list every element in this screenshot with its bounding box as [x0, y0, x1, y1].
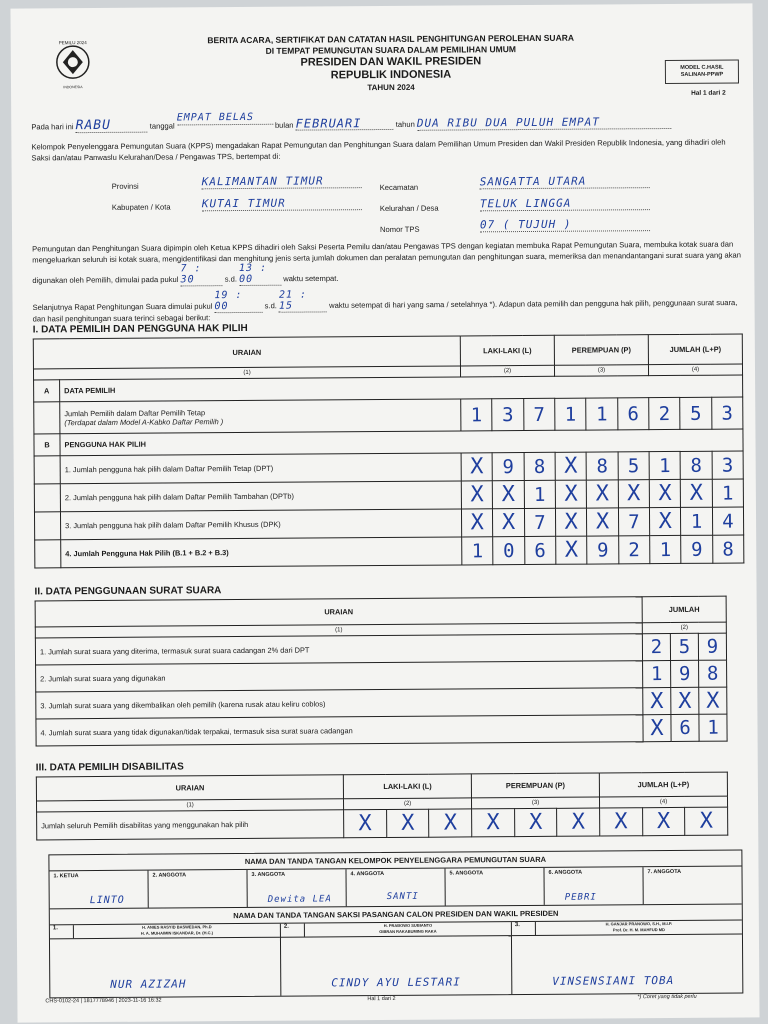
- digit-cell: X: [699, 687, 727, 714]
- table-surat-suara: [35, 596, 728, 747]
- col-num-2: (2): [642, 622, 726, 634]
- model-line-1: MODEL C.HASIL: [680, 64, 724, 71]
- digit-cell: 4: [712, 507, 744, 535]
- kpps-sign-cell: [346, 869, 445, 907]
- emblem-sub: INDONESIA: [63, 85, 83, 90]
- kpps-signature: Dewita LEA: [267, 894, 332, 905]
- digit-cell: 3: [492, 399, 524, 431]
- col-perempuan: PEREMPUAN (P): [554, 335, 648, 366]
- value-mulai-penghitungan: 19 : 00: [214, 291, 262, 313]
- digit-cell: 3: [711, 397, 743, 429]
- digit-cell: 3: [712, 451, 744, 479]
- digit-cell: 9: [698, 633, 726, 660]
- col-uraian: URAIAN: [33, 336, 460, 369]
- empty-cell: [34, 512, 60, 540]
- col-laki-laki: LAKI-LAKI (L): [343, 774, 471, 799]
- digit-cell: X: [386, 809, 429, 837]
- digit-cell: X: [685, 807, 728, 835]
- digit-cell: 6: [524, 536, 556, 564]
- saksi-candidate: [305, 922, 511, 936]
- kpps-role: 6. ANGGOTA: [548, 869, 583, 876]
- footer-note: *) Coret yang tidak perlu: [637, 993, 697, 1001]
- digit-cell: X: [493, 481, 525, 509]
- digit-cell: X: [557, 808, 600, 836]
- empty-cell: [34, 402, 60, 434]
- col-num-1: (1): [37, 799, 344, 812]
- digit-cell: X: [461, 453, 493, 481]
- saksi-num: 2.: [281, 924, 305, 937]
- digit-cell: 9: [671, 660, 699, 687]
- paragraph-penghitungan: [32, 287, 744, 324]
- saksi-header-1: [50, 924, 280, 940]
- table-row: [34, 397, 743, 434]
- value-tanggal: EMPAT BELAS: [177, 113, 273, 125]
- saksi-name-3: VINSENSIANI TOBA: [552, 973, 675, 988]
- candidate-2-a: H. PRABOWO SUBIANTO: [383, 922, 433, 929]
- section-a-title: DATA PEMILIH: [60, 375, 743, 402]
- section-a-code: A: [34, 380, 60, 402]
- row-ii4-label: 4. Jumlah surat suara yang tidak digunakan/tidak terpakai, termasuk sisa surat suara cadangan: [36, 715, 643, 746]
- digit-cell: 8: [680, 451, 712, 479]
- section-b-title: PENGGUNA HAK PILIH: [60, 429, 743, 456]
- value-kabupaten: KUTAI TIMUR: [202, 196, 362, 211]
- label-kabupaten: Kabupaten / Kota: [111, 202, 171, 212]
- kpps-sign-cell: [643, 867, 741, 905]
- header-line-2: DI TEMPAT PEMUNGUTAN SUARA DALAM PEMILIHAN UMUM: [265, 44, 517, 56]
- label-tps: Nomor TPS: [379, 224, 420, 235]
- digit-cell: X: [618, 480, 650, 508]
- digit-cell: 1: [712, 479, 744, 507]
- label-pada-hari: Pada hari ini: [31, 122, 74, 132]
- digit-cell: 1: [586, 398, 618, 430]
- row-ii1-label: 1. Jumlah surat suara yang diterima, termasuk surat suara cadangan 2% dari DPT: [35, 634, 642, 665]
- kpps-signature: SANTI: [386, 891, 419, 902]
- saksi-cell-2: [281, 922, 512, 996]
- digit-cell: X: [514, 808, 557, 836]
- emblem-text: PEMILU 2024: [58, 40, 87, 46]
- col-laki-laki: LAKI-LAKI (L): [460, 335, 554, 366]
- saksi-num: 1.: [50, 925, 74, 938]
- candidate-1-a: H. ANIES RASYID BASWEDAN, Ph.D: [142, 924, 212, 930]
- header-line-3: PRESIDEN DAN WAKIL PRESIDEN: [300, 55, 482, 69]
- kpps-sign-cell: [247, 869, 346, 907]
- digit-cell: X: [681, 479, 713, 507]
- paragraph-pemungutan-text: Pemungutan dan Penghitungan Suara dipimpin oleh Ketua KPPS dihadiri oleh Saksi Peserta Pemilu dan/atau Pengawas TPS dengan kegiatan membuka Rapat Pemungutan Suara, membuka kotak suara dan mengeluarkan seluruh isi kotak suara, mengidentifikasi dan menghitung jenis serta jumlah dokumen dan peralatan pemungutan dan penghitungan suara, memeriksa dan menandantangani surat suara yang akan digunakan oleh Pemilih, dimulai pada pukul: [32, 239, 742, 285]
- digit-cell: X: [555, 508, 587, 536]
- digit-cell: 1: [462, 537, 494, 565]
- candidate-3-a: H. GANJAR PRANOWO, S.H., M.I.P.: [605, 921, 673, 927]
- saksi-cell-3: [512, 921, 742, 995]
- row-b1-label: 1. Jumlah pengguna hak pilih dalam Daftar Pemilih Tetap (DPT): [60, 453, 461, 484]
- row-a-label-2: (Terdapat dalam Model A-Kabko Daftar Pemilih ): [64, 416, 224, 427]
- header-line-4: REPUBLIK INDONESIA: [330, 68, 452, 82]
- kpps-signature: PEBRI: [564, 892, 597, 903]
- digit-cell: X: [642, 807, 685, 835]
- value-hari: RABU: [76, 121, 148, 133]
- paragraph-pemungutan: [32, 239, 744, 287]
- candidate-2-b: GIBRAN RAKABUMING RAKA: [379, 928, 437, 935]
- saksi-header-3: [512, 921, 742, 937]
- value-tahun: DUA RIBU DUA PULUH EMPAT: [417, 117, 671, 130]
- digit-cell: 8: [699, 660, 727, 687]
- digit-cell: 1: [699, 714, 727, 741]
- digit-cell: X: [643, 688, 671, 715]
- row-a-label: [60, 399, 461, 434]
- label-kecamatan: Kecamatan: [379, 182, 419, 193]
- col-num-2: (2): [344, 798, 472, 810]
- header-line-1: BERITA ACARA, SERTIFIKAT DAN CATATAN HASIL PENGHITUNGAN PEROLEHAN SUARA: [207, 32, 575, 46]
- col-uraian: URAIAN: [36, 775, 343, 801]
- row-b3-label: 3. Jumlah pengguna hak pilih dalam Daftar Pemilih Khusus (DPK): [60, 509, 461, 540]
- digit-cell: X: [344, 809, 387, 837]
- digit-cell: X: [649, 479, 681, 507]
- digit-cell: 5: [680, 397, 712, 429]
- footer-page: Hal 1 dari 2: [367, 995, 396, 1003]
- value-selesai-pemungutan: 13 : 00: [239, 264, 281, 286]
- row-ii3-label: 3. Jumlah surat suara yang dikembalikan oleh pemilih (karena rusak atau keliru coblos): [36, 688, 643, 719]
- label-sd-1: s.d.: [224, 274, 237, 284]
- value-tps: 07 ( TUJUH ): [480, 217, 650, 232]
- section-3-title: III. DATA PEMILIH DISABILITAS: [35, 761, 184, 774]
- digit-cell: X: [587, 480, 619, 508]
- kpps-title: NAMA DAN TANDA TANGAN KELOMPOK PENYELENGGARA PEMUNGUTAN SUARA: [49, 851, 741, 872]
- digit-cell: X: [429, 809, 472, 837]
- intro-text: Kelompok Penyelenggara Pemungutan Suara (KPPS) mengadakan Rapat Pemungutan dan Penghitungan Suara dalam Pemilihan Umum Presiden dan Wakil Presiden Republik Indonesia, yang dihadiri oleh Saksi dan/atau Panwaslu Kelurahan/Desa / Pengawas TPS, bertempat di:: [31, 137, 726, 162]
- digit-cell: X: [587, 508, 619, 536]
- paragraph-penghitungan-tail: waktu setempat di hari yang sama / setelahnya *). Adapun data pemilih dan pengguna hak pilih, penggunaan surat suara, dan hasil penghitungan suara terinci sebagai berikut:: [32, 298, 738, 324]
- section-1-title: I. DATA PEMILIH DAN PENGGUNA HAK PILIH: [32, 322, 248, 336]
- digit-cell: 8: [586, 452, 618, 480]
- digit-cell: 7: [524, 508, 556, 536]
- label-sd-2: s.d.: [264, 301, 277, 311]
- form-sheet: [10, 3, 759, 1022]
- col-num-3: (3): [472, 797, 600, 809]
- table-row: [36, 714, 727, 746]
- table-disabilitas: [36, 772, 728, 841]
- kpps-sign-row: [49, 867, 741, 910]
- empty-cell: [34, 484, 60, 512]
- label-bulan: bulan: [274, 120, 294, 130]
- digit-cell: 2: [649, 397, 681, 429]
- digit-cell: X: [472, 809, 515, 837]
- kpps-role: 1. KETUA: [53, 873, 79, 880]
- saksi-title: NAMA DAN TANDA TANGAN SAKSI PASANGAN CALON PRESIDEN DAN WAKIL PRESIDEN: [50, 905, 742, 926]
- digit-cell: 1: [643, 661, 671, 688]
- row-disabilitas-label: Jumlah seluruh Pemilih disabilitas yang menggunakan hak pilih: [37, 810, 344, 840]
- digit-cell: 6: [617, 398, 649, 430]
- digit-cell: X: [461, 509, 493, 537]
- col-num-4: (4): [599, 796, 727, 808]
- digit-cell: 0: [493, 537, 525, 565]
- digit-cell: X: [649, 507, 681, 535]
- col-jumlah: JUMLAH (L+P): [599, 772, 727, 797]
- col-jumlah: JUMLAH: [642, 596, 726, 623]
- digit-cell: 1: [681, 507, 713, 535]
- col-num-3: (3): [554, 365, 648, 377]
- digit-cell: 9: [681, 535, 713, 563]
- saksi-candidate: [536, 921, 742, 935]
- table-row: [35, 535, 744, 568]
- digit-cell: X: [555, 452, 587, 480]
- digit-cell: 1: [650, 535, 682, 563]
- col-num-1: (1): [35, 623, 642, 638]
- label-provinsi: Provinsi: [111, 181, 139, 191]
- digit-cell: 2: [642, 634, 670, 661]
- saksi-name-1: NUR AZIZAH: [110, 977, 187, 991]
- intro-line: [31, 111, 741, 134]
- digit-cell: X: [671, 687, 699, 714]
- kpps-role: 3. ANGGOTA: [251, 871, 286, 878]
- digit-cell: 9: [587, 536, 619, 564]
- saksi-num: 3.: [512, 922, 536, 935]
- digit-cell: 7: [523, 398, 555, 430]
- label-tanggal: tanggal: [149, 121, 175, 131]
- section-2-title: II. DATA PENGGUNAAN SURAT SUARA: [34, 585, 222, 598]
- value-mulai-pemungutan: 7 : 30: [180, 264, 222, 286]
- kpps-sign-cell: [544, 867, 643, 905]
- empty-cell: [35, 540, 61, 568]
- label-tahun: tahun: [395, 119, 415, 129]
- col-perempuan: PEREMPUAN (P): [471, 773, 599, 798]
- col-num-4: (4): [648, 364, 742, 376]
- kpps-role: 4. ANGGOTA: [350, 871, 385, 878]
- empty-cell: [34, 456, 60, 484]
- section-b-code: B: [34, 434, 60, 456]
- kpps-signature: LINTO: [89, 894, 125, 907]
- kpps-role: 5. ANGGOTA: [449, 870, 484, 877]
- table-data-pemilih: [33, 333, 745, 568]
- digit-cell: X: [643, 715, 671, 742]
- col-num-2: (2): [460, 365, 554, 377]
- kpps-role: 2. ANGGOTA: [152, 872, 187, 879]
- candidate-3-b: Prof. Dr. H. M. MAHFUD MD: [612, 927, 665, 933]
- page-number-top: Hal 1 dari 2: [691, 89, 726, 97]
- footer-code: CHS-0102-24 | 1817778946 | 2023-11-16 16:32: [45, 997, 162, 1005]
- table-row: [37, 807, 728, 840]
- model-line-2: SALINAN-PPWP: [680, 71, 724, 78]
- digit-cell: 9: [492, 453, 524, 481]
- digit-cell: 7: [618, 508, 650, 536]
- row-ii2-label: 2. Jumlah surat suara yang digunakan: [36, 661, 643, 692]
- paragraph-penghitungan-lead: Selanjutnya Rapat Penghitungan Suara dimulai pukul: [32, 301, 213, 312]
- row-b4-label: 4. Jumlah Pengguna Hak Pilih (B.1 + B.2 + B.3): [61, 537, 462, 568]
- saksi-header-2: [281, 922, 511, 938]
- row-a-label-1: Jumlah Pemilih dalam Daftar Pemilih Tetap: [64, 407, 206, 418]
- digit-cell: X: [493, 509, 525, 537]
- col-uraian: URAIAN: [35, 597, 642, 627]
- digit-cell: 2: [618, 536, 650, 564]
- digit-cell: X: [461, 481, 493, 509]
- row-b2-label: 2. Jumlah pengguna hak pilih dalam Daftar Pemilih Tambahan (DPTb): [60, 481, 461, 512]
- value-selesai-penghitungan: 21 : 15: [279, 290, 327, 312]
- digit-cell: 1: [649, 451, 681, 479]
- digit-cell: 6: [671, 714, 699, 741]
- label-kelurahan: Kelurahan / Desa: [379, 203, 439, 214]
- col-jumlah: JUMLAH (L+P): [648, 334, 742, 365]
- kpps-signature-block: [48, 850, 743, 999]
- kpps-sign-cell: [445, 868, 544, 906]
- form-header: [131, 32, 651, 95]
- value-bulan: FEBRUARI: [296, 118, 394, 130]
- digit-cell: 1: [524, 480, 556, 508]
- digit-cell: 1: [461, 399, 493, 431]
- kpu-emblem-icon: [47, 36, 99, 92]
- saksi-name-2: CINDY AYU LESTARI: [331, 975, 461, 990]
- digit-cell: 5: [670, 633, 698, 660]
- value-kelurahan: TELUK LINGGA: [480, 196, 650, 211]
- saksi-candidate: [74, 924, 280, 938]
- header-year: TAHUN 2024: [367, 82, 415, 93]
- digit-cell: 5: [618, 452, 650, 480]
- paragraph-pemungutan-tail: waktu setempat.: [283, 273, 339, 284]
- candidate-1-b: H. A. MUHAIMIN ISKANDAR, Dr. (H.C.): [140, 930, 213, 936]
- col-num-1: (1): [33, 366, 460, 380]
- model-box: [665, 60, 739, 85]
- digit-cell: 8: [524, 452, 556, 480]
- kpps-sign-cell: [148, 870, 247, 908]
- digit-cell: 1: [555, 398, 587, 430]
- value-kecamatan: SANGATTA UTARA: [480, 174, 650, 189]
- digit-cell: X: [600, 808, 643, 836]
- kpps-sign-cell: [49, 871, 148, 909]
- saksi-cell-1: [50, 924, 281, 998]
- digit-cell: X: [556, 536, 588, 564]
- digit-cell: X: [555, 480, 587, 508]
- kpps-role: 7. ANGGOTA: [647, 868, 682, 876]
- digit-cell: 8: [712, 535, 744, 563]
- value-provinsi: KALIMANTAN TIMUR: [202, 174, 362, 189]
